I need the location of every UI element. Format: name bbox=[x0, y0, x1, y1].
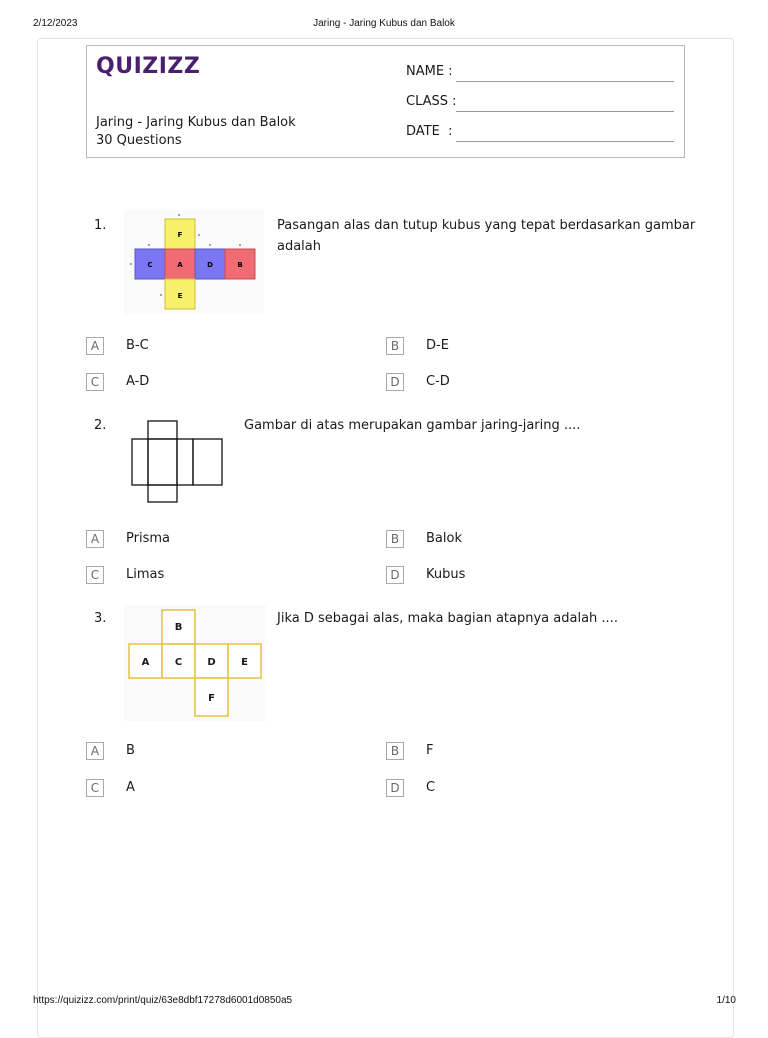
face-label-f: F bbox=[177, 231, 183, 239]
question-text-line-2: adalah bbox=[277, 239, 322, 254]
option-d-box[interactable]: D bbox=[386, 566, 404, 584]
print-url: https://quizizz.com/print/quiz/63e8dbf17278d6001d0850a5 bbox=[33, 995, 293, 1006]
option-c-text: A-D bbox=[126, 374, 150, 389]
page-number: 1/10 bbox=[716, 995, 736, 1006]
face-label-a: A bbox=[177, 261, 183, 269]
option-a-box[interactable]: A bbox=[86, 742, 104, 760]
option-b-box[interactable]: B bbox=[386, 530, 404, 548]
class-field[interactable] bbox=[456, 111, 674, 112]
quiz-title: Jaring - Jaring Kubus dan Balok bbox=[96, 115, 296, 130]
cube-net-figure-3 bbox=[124, 605, 266, 721]
option-d-box[interactable]: D bbox=[386, 373, 404, 391]
face-label-c: C bbox=[174, 657, 183, 668]
question-count: 30 Questions bbox=[96, 133, 182, 148]
question-text: Jika D sebagai alas, maka bagian atapnya adalah .... bbox=[277, 611, 618, 626]
quiz-header bbox=[86, 45, 685, 158]
option-c-text: Limas bbox=[126, 567, 165, 582]
option-d-text: C-D bbox=[426, 374, 450, 389]
option-d-text: Kubus bbox=[426, 567, 466, 582]
face-label-e: E bbox=[241, 657, 248, 668]
question-number: 3. bbox=[94, 611, 107, 626]
option-c-box[interactable]: C bbox=[86, 373, 104, 391]
option-b-text: D-E bbox=[426, 338, 449, 353]
box-net-figure bbox=[128, 419, 226, 505]
option-a-text: B bbox=[126, 743, 135, 758]
face-label-a: A bbox=[141, 657, 150, 668]
face-label-b: B bbox=[174, 622, 183, 633]
print-date: 2/12/2023 bbox=[33, 18, 78, 29]
option-b-box[interactable]: B bbox=[386, 337, 404, 355]
face-label-e: E bbox=[177, 292, 183, 300]
face-label-d: D bbox=[207, 261, 213, 269]
face-label-b: B bbox=[237, 261, 243, 269]
option-b-box[interactable]: B bbox=[386, 742, 404, 760]
option-c-box[interactable]: C bbox=[86, 779, 104, 797]
option-c-text: A bbox=[126, 780, 135, 795]
date-label: DATE : bbox=[406, 124, 453, 139]
name-label: NAME : bbox=[406, 64, 453, 79]
cube-net-figure-1 bbox=[124, 210, 264, 314]
option-b-text: Balok bbox=[426, 531, 462, 546]
face-label-f: F bbox=[208, 693, 215, 704]
question-text-line-1: Pasangan alas dan tutup kubus yang tepat berdasarkan gambar bbox=[277, 218, 696, 233]
option-a-box[interactable]: A bbox=[86, 337, 104, 355]
question-number: 2. bbox=[94, 418, 107, 433]
face-label-c: C bbox=[147, 261, 153, 269]
option-b-text: F bbox=[426, 743, 434, 758]
option-a-text: B-C bbox=[126, 338, 149, 353]
option-a-text: Prisma bbox=[126, 531, 170, 546]
face-label-d: D bbox=[207, 657, 216, 668]
option-c-box[interactable]: C bbox=[86, 566, 104, 584]
print-title: Jaring - Jaring Kubus dan Balok bbox=[313, 18, 455, 29]
quizizz-logo: QUIZIZZ bbox=[96, 54, 201, 79]
option-d-box[interactable]: D bbox=[386, 779, 404, 797]
option-a-box[interactable]: A bbox=[86, 530, 104, 548]
name-field[interactable] bbox=[456, 81, 674, 82]
date-field[interactable] bbox=[456, 141, 674, 142]
class-label: CLASS : bbox=[406, 94, 457, 109]
question-number: 1. bbox=[94, 218, 107, 233]
question-text: Gambar di atas merupakan gambar jaring-jaring .... bbox=[244, 418, 581, 433]
option-d-text: C bbox=[426, 780, 436, 795]
